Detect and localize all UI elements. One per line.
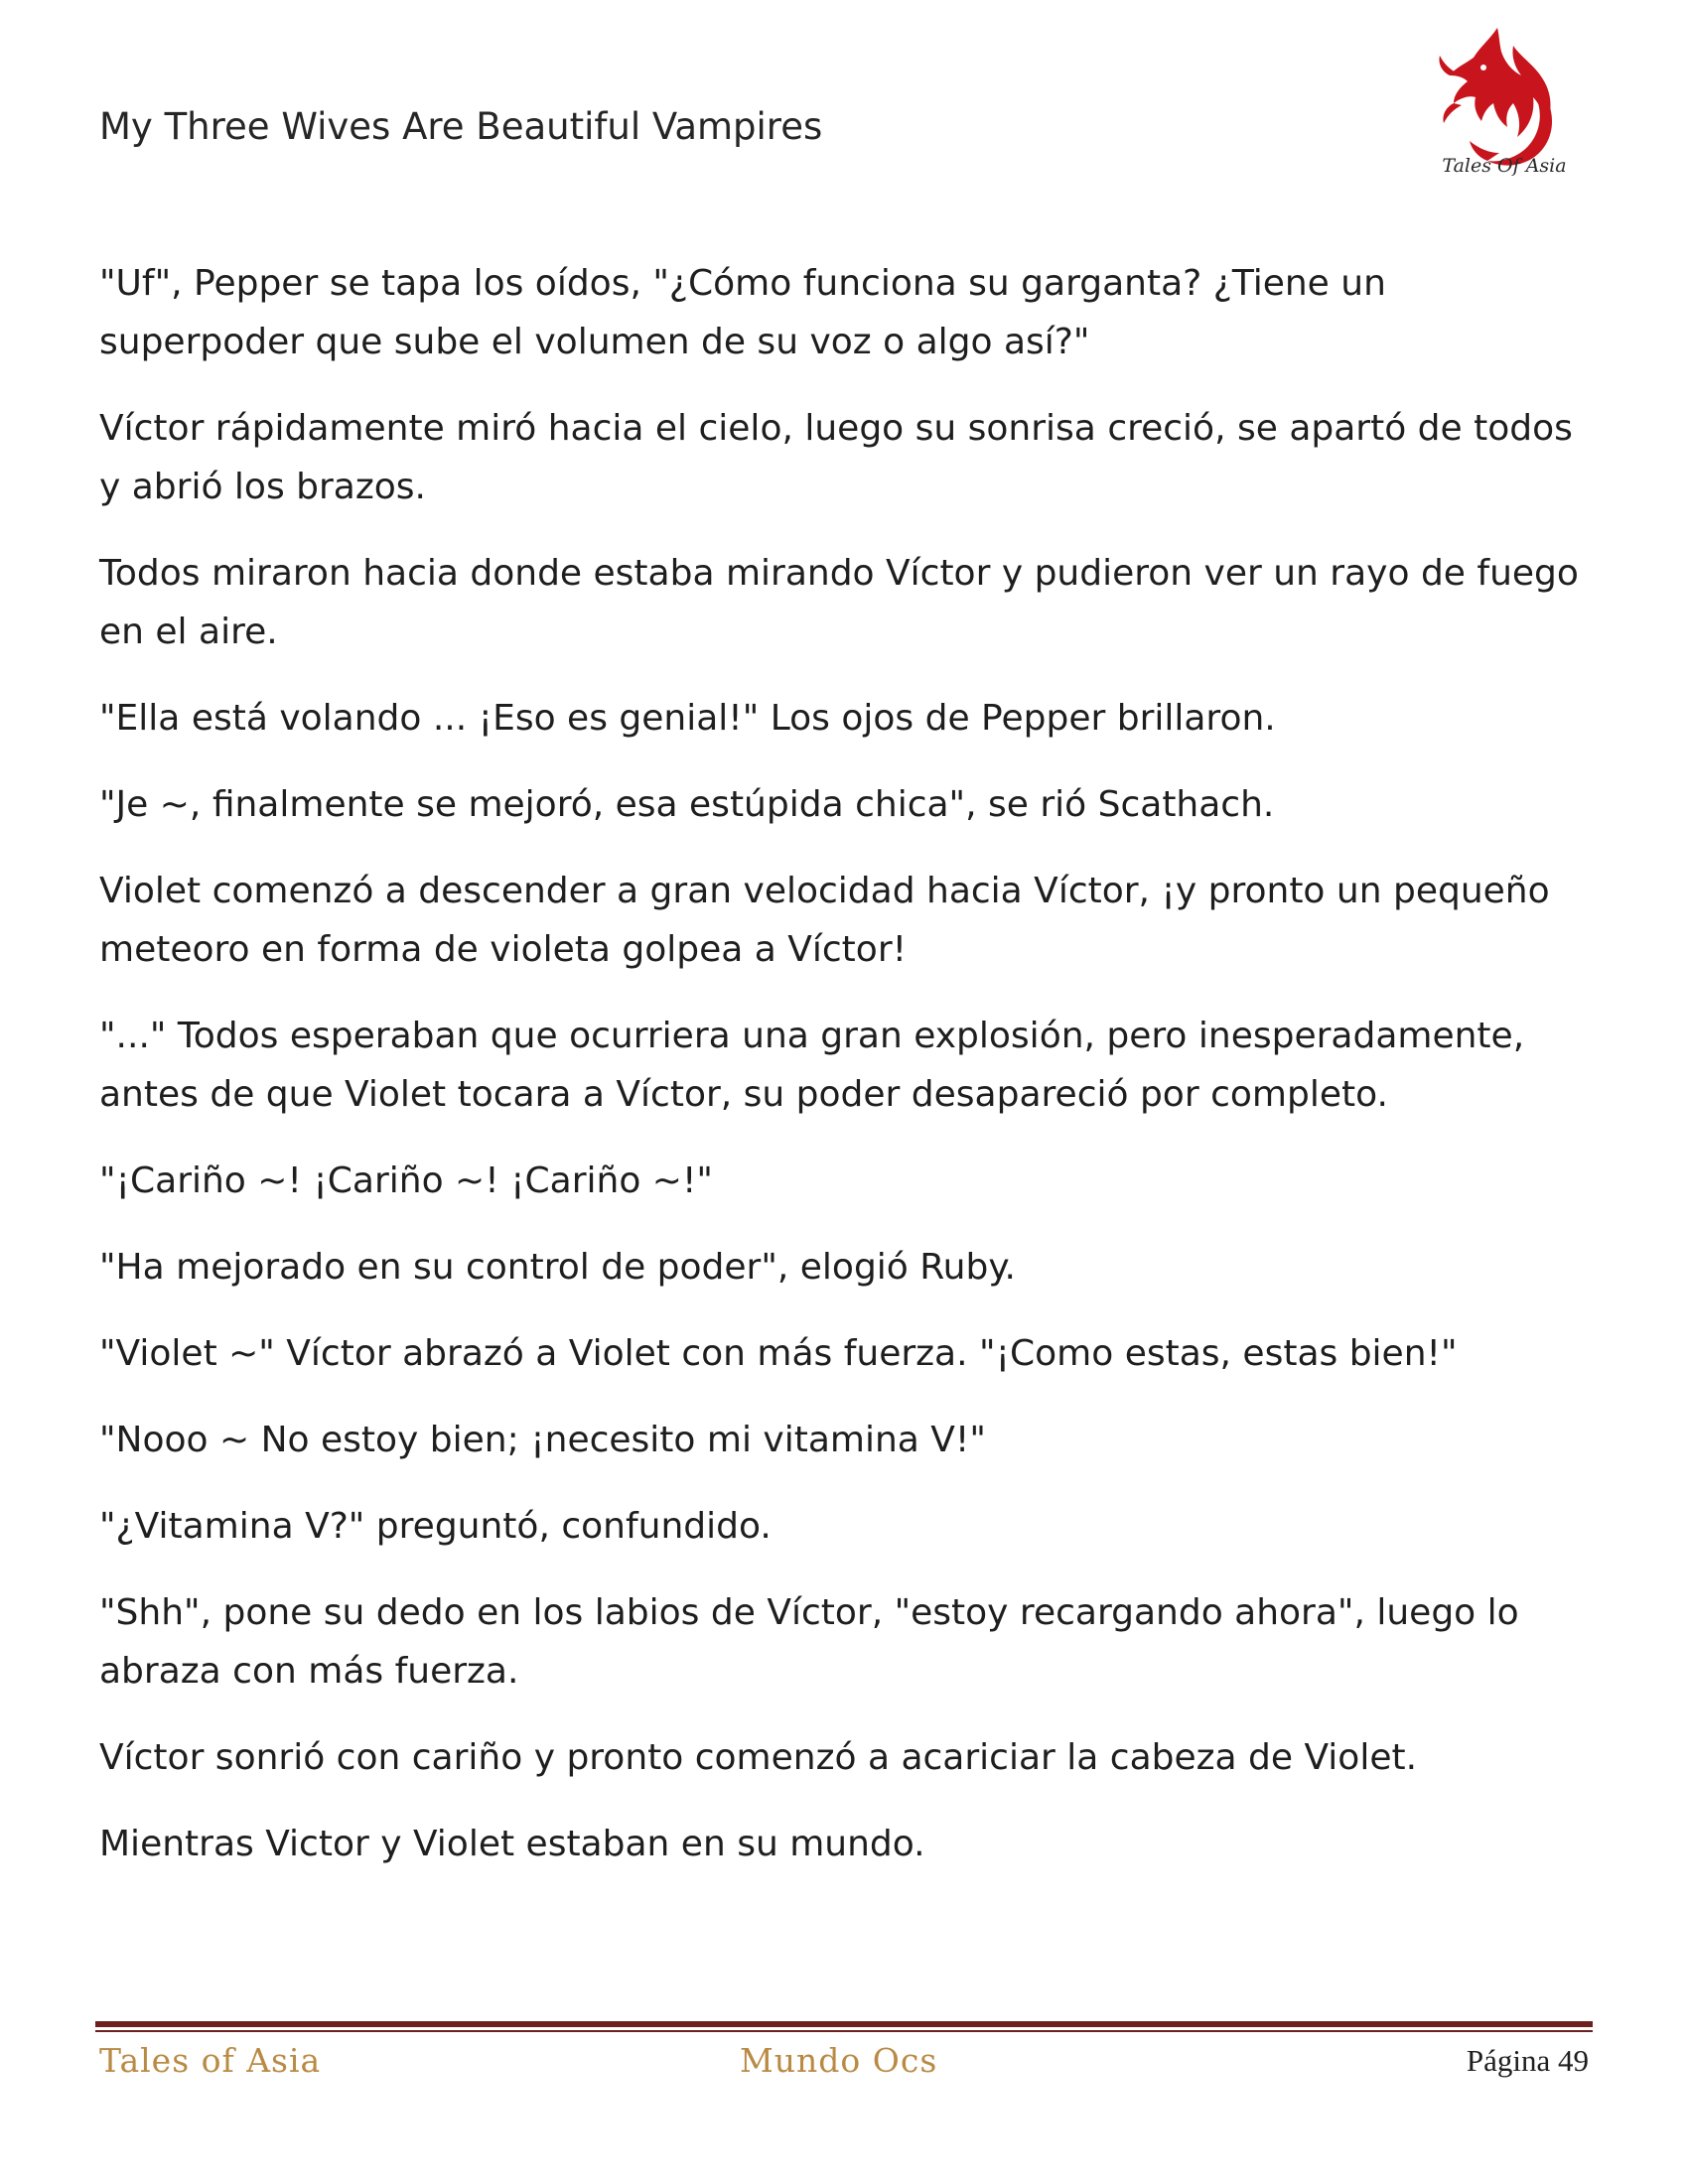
paragraph: "Shh", pone su dedo en los labios de Víctor, "estoy recargando ahora", luego lo abraza con más fuerza. bbox=[99, 1592, 1519, 1692]
footer-translator: Mundo Ocs bbox=[740, 2041, 938, 2080]
footer-publisher: Tales of Asia bbox=[99, 2041, 322, 2080]
paragraph: Mientras Victor y Violet estaban en su mundo. bbox=[99, 1824, 925, 1864]
footer-divider-thin bbox=[95, 2030, 1593, 2032]
paragraph: "¿Vitamina V?" preguntó, confundido. bbox=[99, 1506, 772, 1547]
paragraph: "Je ~, finalmente se mejoró, esa estúpida chica", se rió Scathach. bbox=[99, 784, 1275, 825]
paragraph: Víctor sonrió con cariño y pronto comenzó a acariciar la cabeza de Violet. bbox=[99, 1737, 1418, 1778]
paragraph: "Ella está volando ... ¡Eso es genial!" Los ojos de Pepper brillaron. bbox=[99, 698, 1276, 739]
dragon-logo bbox=[1430, 18, 1569, 187]
logo-text: Tales Of Asia bbox=[1442, 155, 1567, 177]
paragraph: Violet comenzó a descender a gran velocidad hacia Víctor, ¡y pronto un pequeño meteoro en forma de violeta golpea a Víctor! bbox=[99, 871, 1550, 970]
paragraph: Todos miraron hacia donde estaba mirando Víctor y pudieron ver un rayo de fuego en el aire. bbox=[99, 553, 1579, 652]
paragraph: "Uf", Pepper se tapa los oídos, "¿Cómo funciona su garganta? ¿Tiene un superpoder que sube el volumen de su voz o algo así?" bbox=[99, 263, 1386, 362]
paragraph: "Ha mejorado en su control de poder", elogió Ruby. bbox=[99, 1247, 1016, 1288]
paragraph: Víctor rápidamente miró hacia el cielo, luego su sonrisa creció, se apartó de todos y abrió los brazos. bbox=[99, 408, 1573, 507]
page-header-title: My Three Wives Are Beautiful Vampires bbox=[99, 105, 823, 148]
paragraph: "Violet ~" Víctor abrazó a Violet con más fuerza. "¡Como estas, estas bien!" bbox=[99, 1333, 1458, 1374]
paragraph: "..." Todos esperaban que ocurriera una gran explosión, pero inesperadamente, antes de que Violet tocara a Víctor, su poder desapareció por completo. bbox=[99, 1016, 1525, 1115]
paragraph: "¡Cariño ~! ¡Cariño ~! ¡Cariño ~!" bbox=[99, 1160, 713, 1201]
chapter-body bbox=[99, 254, 1589, 1901]
page-number: Página 49 bbox=[1466, 2043, 1589, 2078]
footer-divider-thick bbox=[95, 2021, 1593, 2027]
paragraph: "Nooo ~ No estoy bien; ¡necesito mi vitamina V!" bbox=[99, 1420, 986, 1460]
